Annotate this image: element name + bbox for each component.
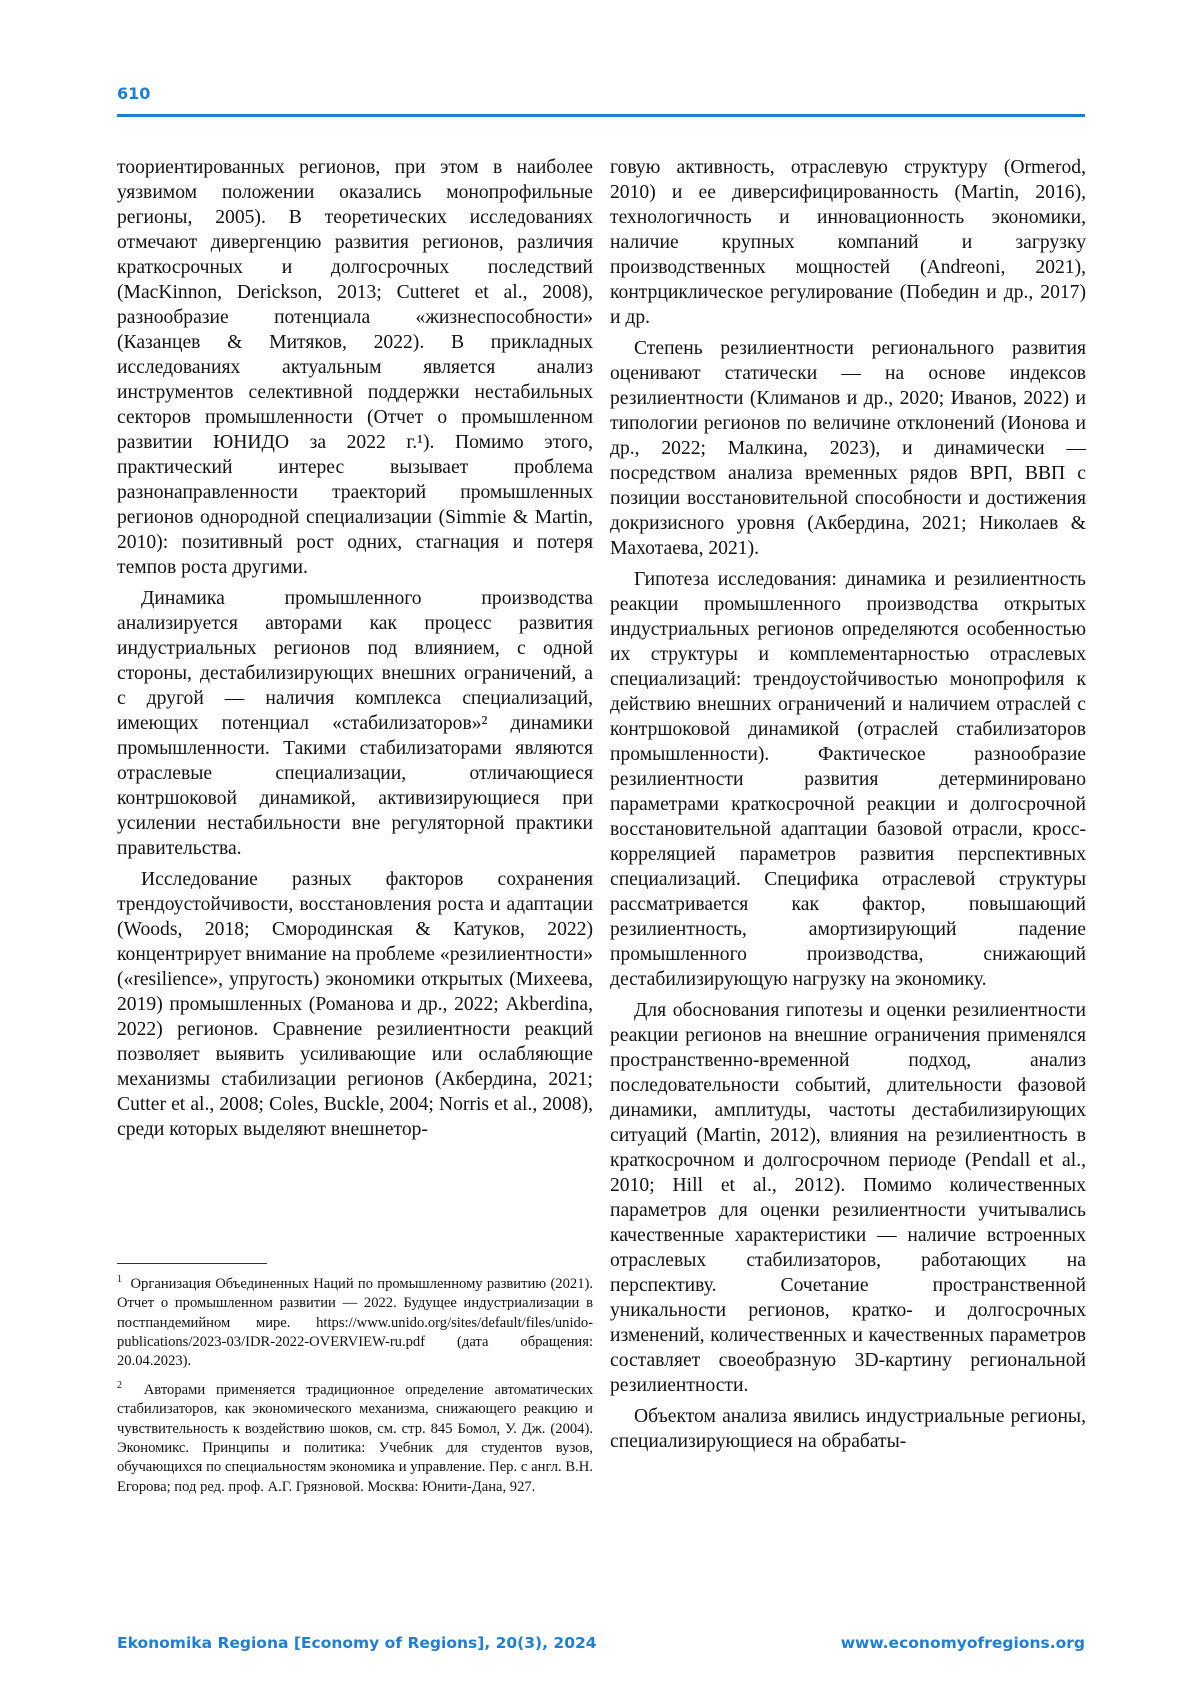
right-paragraph-4: Для обоснования гипотезы и оценки резилиентности реакции регионов на внешние ограничения применялся пространственно-временной подход, анализ последовательности событий, длительности фазовой динамики, амплитуды, частоты дестабилизирующих ситуаций (Martin, 2012), влияния на резилиентность в краткосрочном и долгосрочном периоде (Pendall et al., 2010; Hill et al., 2012). Помимо количественных параметров для оценки резилиентности учитывались качественные характеристики — наличие встроенных отраслевых стабилизаторов, работающих на перспективу. Сочетание пространственной уникальности регионов, кратко- и долгосрочных изменений, количественных и качественных параметров составляет своеобразную 3D-картину региональной резилиентности. [610, 1000, 1086, 1396]
footnote-2-number: 2 [117, 1379, 122, 1391]
header-rule [117, 114, 1085, 117]
footnote-1-text: Организация Объединенных Наций по промышленному развитию (2021). Отчет о промышленном развитии — 2022. Будущее индустриализации в постпандемийном мире. https://www.unido.org/sites/default/files/unido-publications/2023-03/IDR-2022-OVERVIEW-ru.pdf (дата обращения: 20.04.2023). [117, 1275, 593, 1370]
left-column [117, 155, 593, 1148]
footnote-1-number: 1 [117, 1274, 122, 1285]
footer-journal: Ekonomika Regiona [Economy of Regions], 20(3), 2024 [117, 1634, 597, 1652]
footnotes [117, 1270, 593, 1501]
right-column [610, 155, 1086, 1460]
left-paragraph-1: тоориентированных регионов, при этом в наиболее уязвимом положении оказались монопрофильные регионы, 2005). В теоретических исследованиях отмечают дивергенцию развития регионов, различия краткосрочных и долгосрочных последствий (MacKinnon, Derickson, 2013; Cutteret et al., 2008), разнообразие потенциала «жизнеспособности» (Казанцев & Митяков, 2022). В прикладных исследованиях актуальным является анализ инструментов селективной поддержки нестабильных секторов промышленности (Отчет о промышленном развитии ЮНИДО за 2022 г.¹). Помимо этого, практический интерес вызывает проблема разнонаправленности траекторий промышленных регионов однородной специализации (Simmie & Martin, 2010): позитивный рост одних, стагнация и потеря темпов роста другими. [117, 157, 593, 578]
footnote-2 [117, 1376, 593, 1497]
page-number: 610 [117, 84, 151, 103]
right-paragraph-2: Степень резилиентности регионального развития оценивают статически — на основе индексов резилиентности (Климанов и др., 2020; Иванов, 2022) и типологии регионов по величине отклонений (Ионова и др., 2022; Малкина, 2023), и динамически — посредством анализа временных рядов ВРП, ВВП с позиции восстановительной способности и достижения докризисного уровня (Акбердина, 2021; Николаев & Махотаева, 2021). [610, 338, 1086, 559]
right-paragraph-5: Объектом анализа явились индустриальные регионы, специализирующиеся на обрабаты- [610, 1406, 1086, 1452]
right-paragraph-1: говую активность, отраслевую структуру (Ormerod, 2010) и ее диверсифицированность (Martin, 2016), технологичность и инновационность экономики, наличие крупных компаний и загрузку производственных мощностей (Andreoni, 2021), контрциклическое регулирование (Победин и др., 2017) и др. [610, 157, 1086, 328]
footnote-separator [117, 1263, 267, 1264]
footnote-1 [117, 1270, 593, 1372]
right-paragraph-3: Гипотеза исследования: динамика и резилиентность реакции промышленного производства открытых индустриальных регионов определяются особенностью их структуры и комплементарностью отраслевых специализаций: трендоустойчивостью монопрофиля к действию внешних ограничений и наличием отраслей с контршоковой динамикой (отраслей стабилизаторов промышленности). Фактическое разнообразие резилиентности развития детерминировано параметрами краткосрочной реакции и долгосрочной восстановительной адаптации базовой отрасли, кросс-корреляцией параметров развития перспективных специализаций. Специфика отраслевой структуры рассматривается как фактор, повышающий резилиентность, амортизирующий падение промышленного производства, снижающий дестабилизирующую нагрузку на экономику. [610, 569, 1086, 990]
footnote-2-text: Авторами применяется традиционное определение автоматических стабилизаторов, как экономического механизма, снижающего реакцию и чувствительность к воздействию шоков, см. стр. 845 Бомол, У. Дж. (2004). Экономикс. Принципы и политика: Учебник для студентов вузов, обучающихся по специальностям экономика и управление. Пер. с англ. В.Н. Егорова; под ред. проф. А.Г. Грязновой. Москва: Юнити-Дана, 927. [117, 1381, 594, 1495]
left-paragraph-2: Динамика промышленного производства анализируется авторами как процесс развития индустриальных регионов под влиянием, с одной стороны, дестабилизирующих внешних ограничений, а с другой — наличия комплекса специализаций, имеющих потенциал «стабилизаторов»² динамики промышленности. Такими стабилизаторами являются отраслевые специализации, отличающиеся контршоковой динамикой, активизирующиеся при усилении нестабильности вне регуляторной практики правительства. [117, 588, 593, 859]
footer-website[interactable]: www.economyofregions.org [840, 1634, 1085, 1652]
left-paragraph-3: Исследование разных факторов сохранения трендоустойчивости, восстановления роста и адаптации (Woods, 2018; Смородинская & Катуков, 2022) концентрирует внимание на проблеме «резилиентности» («resilience», упругость) экономики открытых (Михеева, 2019) промышленных (Романова и др., 2022; Akberdina, 2022) регионов. Сравнение резилиентности реакций позволяет выявить усиливающие или ослабляющие механизмы стабилизации регионов (Акбердина, 2021; Cutter et al., 2008; Coles, Buckle, 2004; Norris et al., 2008), среди которых выделяют внешнетор- [117, 869, 593, 1140]
